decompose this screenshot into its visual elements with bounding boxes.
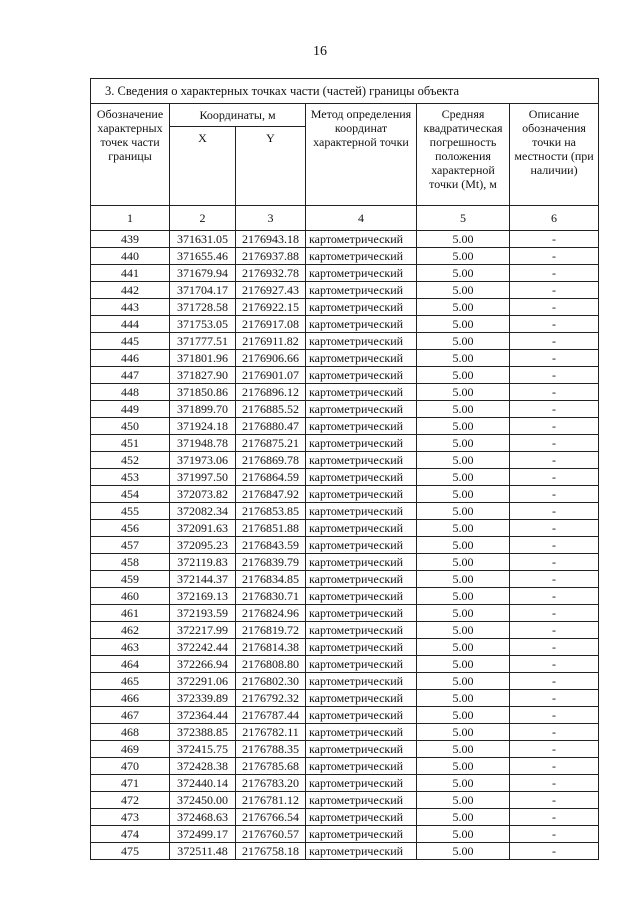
point-id-cell: 462 (91, 622, 170, 639)
method-cell: картометрический (306, 707, 417, 724)
table-row (91, 435, 599, 452)
y-coordinate-cell: 2176783.20 (236, 775, 306, 792)
accuracy-cell: 5.00 (417, 316, 510, 333)
x-coordinate-cell: 371850.86 (170, 384, 236, 401)
y-coordinate-cell: 2176917.08 (236, 316, 306, 333)
table-header (91, 79, 599, 231)
description-cell: - (510, 231, 599, 248)
point-id-cell: 470 (91, 758, 170, 775)
description-cell: - (510, 724, 599, 741)
description-cell: - (510, 605, 599, 622)
accuracy-cell: 5.00 (417, 418, 510, 435)
point-id-cell: 458 (91, 554, 170, 571)
description-cell: - (510, 486, 599, 503)
accuracy-cell: 5.00 (417, 673, 510, 690)
column-number: 1 (91, 206, 170, 231)
y-coordinate-cell: 2176922.15 (236, 299, 306, 316)
point-id-cell: 467 (91, 707, 170, 724)
accuracy-cell: 5.00 (417, 605, 510, 622)
table-row (91, 588, 599, 605)
header-y: Y (236, 127, 306, 206)
boundary-points-table (90, 78, 599, 860)
x-coordinate-cell: 372091.63 (170, 520, 236, 537)
x-coordinate-cell: 372095.23 (170, 537, 236, 554)
table-row (91, 282, 599, 299)
x-coordinate-cell: 371827.90 (170, 367, 236, 384)
y-coordinate-cell: 2176943.18 (236, 231, 306, 248)
table-row (91, 299, 599, 316)
column-number: 5 (417, 206, 510, 231)
y-coordinate-cell: 2176785.68 (236, 758, 306, 775)
x-coordinate-cell: 371899.70 (170, 401, 236, 418)
accuracy-cell: 5.00 (417, 656, 510, 673)
table-row (91, 775, 599, 792)
description-cell: - (510, 248, 599, 265)
point-id-cell: 448 (91, 384, 170, 401)
method-cell: картометрический (306, 792, 417, 809)
y-coordinate-cell: 2176792.32 (236, 690, 306, 707)
point-id-cell: 446 (91, 350, 170, 367)
table-row (91, 673, 599, 690)
description-cell: - (510, 707, 599, 724)
method-cell: картометрический (306, 452, 417, 469)
accuracy-cell: 5.00 (417, 826, 510, 843)
description-cell: - (510, 809, 599, 826)
method-cell: картометрический (306, 231, 417, 248)
description-cell: - (510, 503, 599, 520)
table-row (91, 554, 599, 571)
header-method: Метод определения координат характерной точки (306, 104, 417, 206)
accuracy-cell: 5.00 (417, 537, 510, 554)
accuracy-cell: 5.00 (417, 809, 510, 826)
page-number: 16 (313, 44, 327, 59)
description-cell: - (510, 741, 599, 758)
description-cell: - (510, 316, 599, 333)
x-coordinate-cell: 372364.44 (170, 707, 236, 724)
description-cell: - (510, 588, 599, 605)
method-cell: картометрический (306, 826, 417, 843)
accuracy-cell: 5.00 (417, 282, 510, 299)
column-number: 2 (170, 206, 236, 231)
point-id-cell: 472 (91, 792, 170, 809)
accuracy-cell: 5.00 (417, 792, 510, 809)
point-id-cell: 447 (91, 367, 170, 384)
method-cell: картометрический (306, 384, 417, 401)
y-coordinate-cell: 2176758.18 (236, 843, 306, 860)
x-coordinate-cell: 372388.85 (170, 724, 236, 741)
description-cell: - (510, 299, 599, 316)
method-cell: картометрический (306, 758, 417, 775)
point-id-cell: 451 (91, 435, 170, 452)
table-row (91, 503, 599, 520)
accuracy-cell: 5.00 (417, 622, 510, 639)
description-cell: - (510, 826, 599, 843)
y-coordinate-cell: 2176851.88 (236, 520, 306, 537)
header-accuracy: Средняя квадратическая погрешность положения характерной точки (Мt), м (417, 104, 510, 206)
x-coordinate-cell: 371924.18 (170, 418, 236, 435)
accuracy-cell: 5.00 (417, 639, 510, 656)
y-coordinate-cell: 2176853.85 (236, 503, 306, 520)
table-row (91, 401, 599, 418)
table-row (91, 639, 599, 656)
table-row (91, 792, 599, 809)
description-cell: - (510, 282, 599, 299)
method-cell: картометрический (306, 316, 417, 333)
description-cell: - (510, 520, 599, 537)
description-cell: - (510, 792, 599, 809)
x-coordinate-cell: 372266.94 (170, 656, 236, 673)
y-coordinate-cell: 2176911.82 (236, 333, 306, 350)
accuracy-cell: 5.00 (417, 367, 510, 384)
y-coordinate-cell: 2176864.59 (236, 469, 306, 486)
description-cell: - (510, 452, 599, 469)
y-coordinate-cell: 2176808.80 (236, 656, 306, 673)
method-cell: картометрический (306, 333, 417, 350)
point-id-cell: 442 (91, 282, 170, 299)
header-coordinates: Координаты, м (170, 104, 306, 127)
point-id-cell: 455 (91, 503, 170, 520)
method-cell: картометрический (306, 571, 417, 588)
description-cell: - (510, 656, 599, 673)
method-cell: картометрический (306, 367, 417, 384)
method-cell: картометрический (306, 299, 417, 316)
y-coordinate-cell: 2176880.47 (236, 418, 306, 435)
description-cell: - (510, 758, 599, 775)
description-cell: - (510, 775, 599, 792)
table-row (91, 265, 599, 282)
method-cell: картометрический (306, 520, 417, 537)
description-cell: - (510, 571, 599, 588)
accuracy-cell: 5.00 (417, 384, 510, 401)
point-id-cell: 443 (91, 299, 170, 316)
y-coordinate-cell: 2176781.12 (236, 792, 306, 809)
point-id-cell: 444 (91, 316, 170, 333)
point-id-cell: 465 (91, 673, 170, 690)
method-cell: картометрический (306, 265, 417, 282)
table-row (91, 843, 599, 860)
point-id-cell: 452 (91, 452, 170, 469)
method-cell: картометрический (306, 741, 417, 758)
table-row (91, 469, 599, 486)
table-row (91, 724, 599, 741)
accuracy-cell: 5.00 (417, 265, 510, 282)
accuracy-cell: 5.00 (417, 588, 510, 605)
accuracy-cell: 5.00 (417, 299, 510, 316)
x-coordinate-cell: 372242.44 (170, 639, 236, 656)
x-coordinate-cell: 372511.48 (170, 843, 236, 860)
accuracy-cell: 5.00 (417, 690, 510, 707)
x-coordinate-cell: 371777.51 (170, 333, 236, 350)
point-id-cell: 450 (91, 418, 170, 435)
y-coordinate-cell: 2176843.59 (236, 537, 306, 554)
header-x: X (170, 127, 236, 206)
y-coordinate-cell: 2176819.72 (236, 622, 306, 639)
method-cell: картометрический (306, 401, 417, 418)
point-id-cell: 464 (91, 656, 170, 673)
description-cell: - (510, 690, 599, 707)
x-coordinate-cell: 371655.46 (170, 248, 236, 265)
x-coordinate-cell: 371728.58 (170, 299, 236, 316)
column-number: 4 (306, 206, 417, 231)
accuracy-cell: 5.00 (417, 758, 510, 775)
accuracy-cell: 5.00 (417, 231, 510, 248)
description-cell: - (510, 843, 599, 860)
point-id-cell: 441 (91, 265, 170, 282)
column-number: 3 (236, 206, 306, 231)
x-coordinate-cell: 372169.13 (170, 588, 236, 605)
point-id-cell: 460 (91, 588, 170, 605)
description-cell: - (510, 384, 599, 401)
method-cell: картометрический (306, 809, 417, 826)
y-coordinate-cell: 2176875.21 (236, 435, 306, 452)
accuracy-cell: 5.00 (417, 741, 510, 758)
y-coordinate-cell: 2176896.12 (236, 384, 306, 401)
y-coordinate-cell: 2176885.52 (236, 401, 306, 418)
y-coordinate-cell: 2176834.85 (236, 571, 306, 588)
method-cell: картометрический (306, 248, 417, 265)
point-id-cell: 440 (91, 248, 170, 265)
y-coordinate-cell: 2176932.78 (236, 265, 306, 282)
method-cell: картометрический (306, 503, 417, 520)
table-row (91, 452, 599, 469)
x-coordinate-cell: 372440.14 (170, 775, 236, 792)
method-cell: картометрический (306, 282, 417, 299)
table-row (91, 622, 599, 639)
y-coordinate-cell: 2176927.43 (236, 282, 306, 299)
point-id-cell: 474 (91, 826, 170, 843)
accuracy-cell: 5.00 (417, 486, 510, 503)
table-row (91, 605, 599, 622)
table-row (91, 656, 599, 673)
y-coordinate-cell: 2176766.54 (236, 809, 306, 826)
table-row (91, 741, 599, 758)
table-body (91, 231, 599, 860)
x-coordinate-cell: 371948.78 (170, 435, 236, 452)
accuracy-cell: 5.00 (417, 333, 510, 350)
table-row (91, 350, 599, 367)
point-id-cell: 454 (91, 486, 170, 503)
table-row (91, 367, 599, 384)
accuracy-cell: 5.00 (417, 350, 510, 367)
description-cell: - (510, 435, 599, 452)
method-cell: картометрический (306, 588, 417, 605)
accuracy-cell: 5.00 (417, 452, 510, 469)
table-row (91, 809, 599, 826)
accuracy-cell: 5.00 (417, 401, 510, 418)
x-coordinate-cell: 372073.82 (170, 486, 236, 503)
point-id-cell: 449 (91, 401, 170, 418)
accuracy-cell: 5.00 (417, 707, 510, 724)
x-coordinate-cell: 372339.89 (170, 690, 236, 707)
method-cell: картометрический (306, 350, 417, 367)
method-cell: картометрический (306, 418, 417, 435)
point-id-cell: 445 (91, 333, 170, 350)
accuracy-cell: 5.00 (417, 520, 510, 537)
description-cell: - (510, 622, 599, 639)
table-row (91, 537, 599, 554)
method-cell: картометрический (306, 843, 417, 860)
y-coordinate-cell: 2176937.88 (236, 248, 306, 265)
point-id-cell: 453 (91, 469, 170, 486)
x-coordinate-cell: 372450.00 (170, 792, 236, 809)
description-cell: - (510, 401, 599, 418)
table-row (91, 758, 599, 775)
y-coordinate-cell: 2176839.79 (236, 554, 306, 571)
table-row (91, 333, 599, 350)
y-coordinate-cell: 2176824.96 (236, 605, 306, 622)
method-cell: картометрический (306, 622, 417, 639)
description-cell: - (510, 333, 599, 350)
description-cell: - (510, 367, 599, 384)
accuracy-cell: 5.00 (417, 554, 510, 571)
table-row (91, 707, 599, 724)
description-cell: - (510, 639, 599, 656)
y-coordinate-cell: 2176802.30 (236, 673, 306, 690)
accuracy-cell: 5.00 (417, 435, 510, 452)
description-cell: - (510, 673, 599, 690)
y-coordinate-cell: 2176906.66 (236, 350, 306, 367)
point-id-cell: 463 (91, 639, 170, 656)
y-coordinate-cell: 2176814.38 (236, 639, 306, 656)
x-coordinate-cell: 371753.05 (170, 316, 236, 333)
x-coordinate-cell: 371704.17 (170, 282, 236, 299)
point-id-cell: 456 (91, 520, 170, 537)
method-cell: картометрический (306, 435, 417, 452)
point-id-cell: 466 (91, 690, 170, 707)
y-coordinate-cell: 2176847.92 (236, 486, 306, 503)
method-cell: картометрический (306, 486, 417, 503)
method-cell: картометрический (306, 537, 417, 554)
table-row (91, 571, 599, 588)
column-number: 6 (510, 206, 599, 231)
x-coordinate-cell: 372415.75 (170, 741, 236, 758)
x-coordinate-cell: 372193.59 (170, 605, 236, 622)
x-coordinate-cell: 371631.05 (170, 231, 236, 248)
description-cell: - (510, 554, 599, 571)
method-cell: картометрический (306, 656, 417, 673)
x-coordinate-cell: 372144.37 (170, 571, 236, 588)
description-cell: - (510, 537, 599, 554)
point-id-cell: 468 (91, 724, 170, 741)
description-cell: - (510, 265, 599, 282)
x-coordinate-cell: 371973.06 (170, 452, 236, 469)
x-coordinate-cell: 371679.94 (170, 265, 236, 282)
description-cell: - (510, 350, 599, 367)
header-description: Описание обозначения точки на местности (при наличии) (510, 104, 599, 206)
x-coordinate-cell: 372499.17 (170, 826, 236, 843)
point-id-cell: 439 (91, 231, 170, 248)
description-cell: - (510, 418, 599, 435)
y-coordinate-cell: 2176787.44 (236, 707, 306, 724)
method-cell: картометрический (306, 639, 417, 656)
method-cell: картометрический (306, 469, 417, 486)
x-coordinate-cell: 371997.50 (170, 469, 236, 486)
accuracy-cell: 5.00 (417, 248, 510, 265)
x-coordinate-cell: 372119.83 (170, 554, 236, 571)
point-id-cell: 475 (91, 843, 170, 860)
table-row (91, 520, 599, 537)
section-title: 3. Сведения о характерных точках части (частей) границы объекта (91, 79, 599, 104)
table-row (91, 316, 599, 333)
y-coordinate-cell: 2176788.35 (236, 741, 306, 758)
x-coordinate-cell: 372468.63 (170, 809, 236, 826)
point-id-cell: 457 (91, 537, 170, 554)
method-cell: картометрический (306, 690, 417, 707)
point-id-cell: 473 (91, 809, 170, 826)
method-cell: картометрический (306, 554, 417, 571)
x-coordinate-cell: 372082.34 (170, 503, 236, 520)
x-coordinate-cell: 372428.38 (170, 758, 236, 775)
table-row (91, 826, 599, 843)
table-row (91, 690, 599, 707)
method-cell: картометрический (306, 673, 417, 690)
point-id-cell: 461 (91, 605, 170, 622)
table-row (91, 486, 599, 503)
table-row (91, 231, 599, 248)
accuracy-cell: 5.00 (417, 843, 510, 860)
x-coordinate-cell: 372291.06 (170, 673, 236, 690)
accuracy-cell: 5.00 (417, 775, 510, 792)
x-coordinate-cell: 372217.99 (170, 622, 236, 639)
method-cell: картометрический (306, 605, 417, 622)
point-id-cell: 469 (91, 741, 170, 758)
table-row (91, 248, 599, 265)
y-coordinate-cell: 2176869.78 (236, 452, 306, 469)
y-coordinate-cell: 2176830.71 (236, 588, 306, 605)
y-coordinate-cell: 2176782.11 (236, 724, 306, 741)
accuracy-cell: 5.00 (417, 469, 510, 486)
description-cell: - (510, 469, 599, 486)
y-coordinate-cell: 2176760.57 (236, 826, 306, 843)
table-row (91, 418, 599, 435)
method-cell: картометрический (306, 775, 417, 792)
point-id-cell: 471 (91, 775, 170, 792)
accuracy-cell: 5.00 (417, 724, 510, 741)
y-coordinate-cell: 2176901.07 (236, 367, 306, 384)
accuracy-cell: 5.00 (417, 571, 510, 588)
point-id-cell: 459 (91, 571, 170, 588)
accuracy-cell: 5.00 (417, 503, 510, 520)
x-coordinate-cell: 371801.96 (170, 350, 236, 367)
table-row (91, 384, 599, 401)
header-designation: Обозначение характерных точек части границы (91, 104, 170, 206)
method-cell: картометрический (306, 724, 417, 741)
